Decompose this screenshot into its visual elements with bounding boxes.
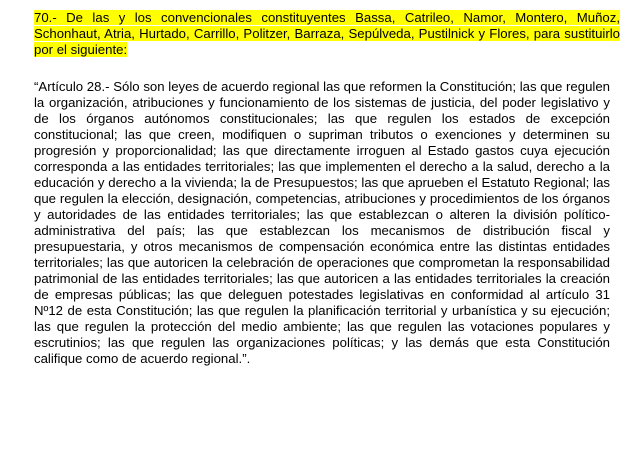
article-28-text: “Artículo 28.- Sólo son leyes de acuerdo regional las que reformen la Constitución; las que regulen la organización, atribuciones y funcionamiento de los sistemas de justicia, del poder legislativo y de los órganos autónomos constitucionales; las que regulen los estados de excepción constitucional; las que creen, modifiquen o supriman tributos o exenciones y determinen su progresión y proporcionalidad; las que directamente irroguen al Estado gastos cuya ejecución corresponda a las entidades territoriales; las que implementen el derecho a la salud, derecho a la educación y derecho a la vivienda; la de Presupuestos; las que aprueben el Estatuto Regional; las que regulen la elección, designación, competencias, atribuciones y procedimientos de los órganos y autoridades de las entidades territoriales; las que establezcan o alteren la división político-administrativa del país; las que establezcan los mecanismos de distribución fiscal y presupuestaria, y otros mecanismos de compensación económica entre las distintas entidades territoriales; las que autoricen la celebración de operaciones que comprometan la responsabilidad patrimonial de las entidades territoriales; las que autoricen a las entidades territoriales la creación de empresas públicas; las que deleguen potestades legislativas en conformidad al artículo 31 Nº12 de esta Constitución; las que regulen la planificación territorial y urbanística y su ejecución; las que regulen la protección del medio ambiente; las que regulen las votaciones populares y escrutinios; las que regulen las organizaciones políticas; y las demás que esta Constitución califique como de acuerdo regional.”. <box>34 79 610 366</box>
amendment-heading <box>34 10 620 58</box>
highlighted-heading-text: 70.- De las y los convencionales constituyentes Bassa, Catrileo, Namor, Montero, Muñoz, Schonhaut, Atria, Hurtado, Carrillo, Politzer, Barraza, Sepúlveda, Pustilnick y Flores, para sustituirlo por el siguiente: <box>34 10 620 57</box>
